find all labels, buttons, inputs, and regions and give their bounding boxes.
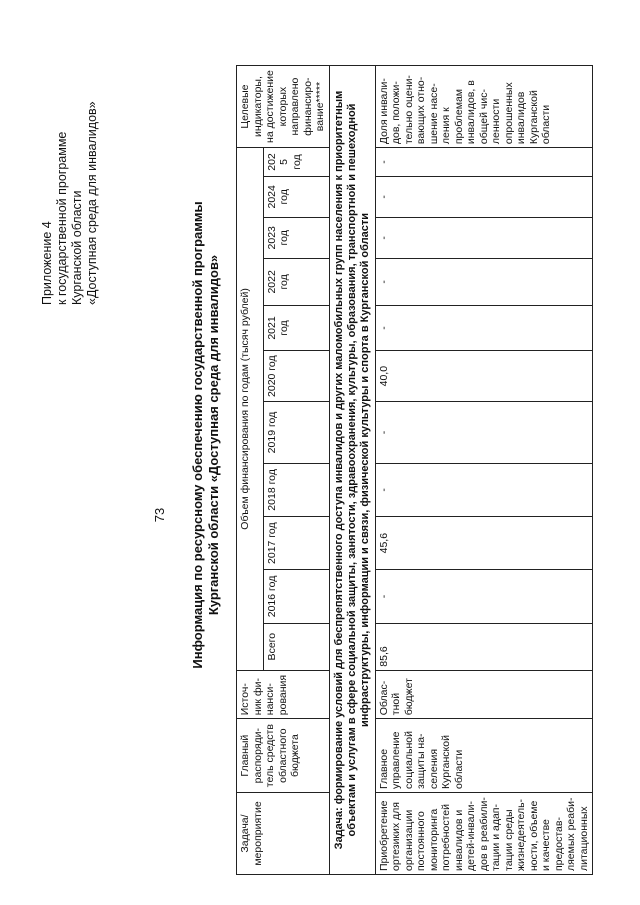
header-task: Задача/ мероприятие bbox=[237, 793, 330, 875]
header-2016: 2016 год bbox=[263, 570, 329, 623]
header-2022: 2022 год bbox=[263, 258, 329, 305]
header-2023: 2023 год bbox=[263, 217, 329, 258]
value-2024: - bbox=[375, 176, 593, 217]
value-2019: - bbox=[375, 402, 593, 463]
task-row bbox=[329, 66, 375, 875]
header-2018: 2018 год bbox=[263, 463, 329, 516]
header-2017: 2017 год bbox=[263, 517, 329, 570]
manager-cell: Главное управление социальной защиты на- селения Курганской области bbox=[375, 719, 593, 793]
header-manager: Главный распоряди- тель средств областного бюджета bbox=[237, 719, 330, 793]
header-row bbox=[237, 66, 264, 875]
header-total: Всего bbox=[263, 623, 329, 670]
header-2025: 202 5 год bbox=[263, 148, 329, 177]
value-2017: 45,6 bbox=[375, 517, 593, 570]
appendix-block bbox=[40, 101, 100, 305]
task-text: Задача: формирование условий для беспрепятственного доступа инвалидов и других маломобильных групп населения к приоритетным объектам и услугам в сфере социальной защиты, занятости, здравоохранения, культуры, образования, транспортной и пешеходной инфраструктуры, информации и связи, физической культуры и спорта в Курганской области bbox=[329, 66, 375, 875]
value-2023: - bbox=[375, 217, 593, 258]
header-source: Источ- ник фи- нанси- рования bbox=[237, 670, 330, 719]
source-cell: Облас- тной бюджет bbox=[375, 670, 593, 719]
header-2020: 2020 год bbox=[263, 351, 329, 402]
header-targets: Целевые индикаторы, на достижение которых направлено финансиро- вание***** bbox=[237, 66, 330, 148]
value-2021: - bbox=[375, 305, 593, 350]
value-2016: - bbox=[375, 570, 593, 623]
document-title bbox=[190, 75, 222, 795]
header-volume: Объем финансирования по годам (тысяч рублей) bbox=[237, 148, 264, 671]
page-number: 73 bbox=[152, 507, 167, 523]
header-2021: 2021 год bbox=[263, 305, 329, 350]
table-row bbox=[375, 66, 593, 875]
value-2020: 40,0 bbox=[375, 351, 593, 402]
value-2022: - bbox=[375, 258, 593, 305]
activity-cell: Приобретение ортезиких для организации постоянного мониторинга потребностей инвалидов и детей-инвали- дов в реабили- тации и адап- тации среды жизнедеятель- ности, объеме и качестве предостав- ляемых реаби- литационных bbox=[375, 793, 593, 875]
resource-table bbox=[236, 65, 593, 875]
appendix-line: Курганской области bbox=[70, 190, 84, 305]
appendix-line: Приложение 4 bbox=[40, 221, 54, 305]
appendix-line: «Доступная среда для инвалидов» bbox=[85, 101, 99, 305]
header-2019: 2019 год bbox=[263, 402, 329, 463]
value-2018: - bbox=[375, 463, 593, 516]
value-2025: - bbox=[375, 148, 593, 177]
targets-cell: Доля инвали- дов, положи- тельно оцени- вающих отно- шение насе- ления к проблемам инвалидов, в общей чис- ленности опрошенных инвалидов Курганской области bbox=[375, 66, 593, 148]
header-2024: 2024 год bbox=[263, 176, 329, 217]
title-line: Курганской области «Доступная среда для инвалидов» bbox=[206, 254, 221, 616]
appendix-line: к государственной программе bbox=[55, 131, 69, 305]
total-cell: 85,6 bbox=[375, 623, 593, 670]
title-line: Информация по ресурсному обеспечению государственной программы bbox=[190, 201, 205, 669]
